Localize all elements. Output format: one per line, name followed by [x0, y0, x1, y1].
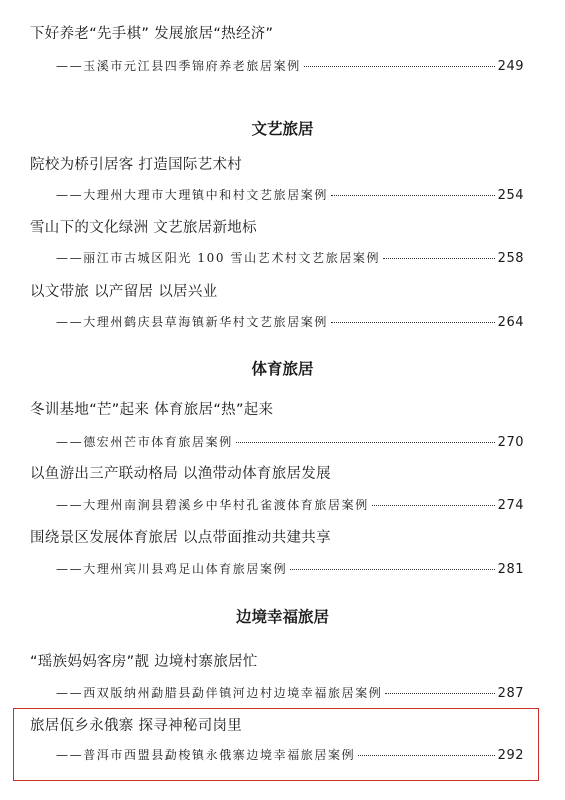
section-heading: 体育旅居: [251, 360, 314, 378]
dot-leader: [383, 258, 495, 259]
toc-entry-title: 以鱼游出三产联动格局 以渔带动体育旅居发展: [30, 466, 331, 482]
toc-entry-subtitle-line: [56, 186, 524, 203]
toc-entry-title: 雪山下的文化绿洲 文艺旅居新地标: [30, 220, 257, 236]
dot-leader: [331, 195, 495, 196]
toc-entry-subtitle: ——大理州宾川县鸡足山体育旅居案例: [56, 562, 288, 576]
section-heading: 文艺旅居: [251, 120, 314, 138]
dot-leader: [385, 693, 494, 694]
toc-entry-title: 旅居佤乡永俄寨 探寻神秘司岗里: [30, 718, 243, 734]
toc-entry-subtitle-line: [56, 746, 524, 763]
dot-leader: [358, 755, 494, 756]
page-number: 258: [497, 251, 524, 266]
toc-entry-subtitle: ——丽江市古城区阳光 100 雪山艺术村文艺旅居案例: [56, 251, 381, 265]
toc-entry-subtitle: ——大理州鹤庆县草海镇新华村文艺旅居案例: [56, 315, 329, 329]
toc-entry-title: “瑶族妈妈客房”靓 边境村寨旅居忙: [30, 654, 258, 670]
toc-entry-subtitle: ——西双版纳州勐腊县勐伴镇河边村边境幸福旅居案例: [56, 686, 383, 700]
page-number: 292: [497, 748, 524, 763]
toc-entry-subtitle: ——玉溪市元江县四季锦府养老旅居案例: [56, 59, 301, 73]
toc-entry-subtitle-line: [56, 313, 524, 330]
page-number: 254: [497, 188, 524, 203]
toc-entry-subtitle-line: [56, 684, 524, 701]
toc-entry-subtitle: ——德宏州芒市体育旅居案例: [56, 435, 233, 449]
toc-entry-title: 围绕景区发展体育旅居 以点带面推动共建共享: [30, 530, 331, 546]
toc-entry-title: 院校为桥引居客 打造国际艺术村: [30, 157, 243, 173]
page-number: 249: [497, 59, 524, 74]
dot-leader: [236, 442, 495, 443]
dot-leader: [304, 66, 495, 67]
page-number: 270: [497, 435, 524, 450]
toc-entry-subtitle-line: [56, 560, 524, 577]
toc-entry-title: 以文带旅 以产留居 以居兴业: [30, 284, 218, 300]
dot-leader: [331, 322, 495, 323]
page-number: 264: [497, 315, 524, 330]
toc-entry-subtitle: ——大理州大理市大理镇中和村文艺旅居案例: [56, 188, 329, 202]
dot-leader: [290, 569, 494, 570]
page-number: 281: [497, 562, 524, 577]
toc-entry-subtitle-line: [56, 249, 524, 266]
toc-entry-subtitle-line: [56, 57, 524, 74]
section-heading: 边境幸福旅居: [235, 608, 329, 626]
toc-entry-subtitle-line: [56, 433, 524, 450]
dot-leader: [372, 505, 495, 506]
toc-entry-title: 冬训基地“芒”起来 体育旅居“热”起来: [30, 402, 274, 418]
toc-entry-subtitle-line: [56, 496, 524, 513]
toc-entry-subtitle: ——普洱市西盟县勐梭镇永俄寨边境幸福旅居案例: [56, 748, 356, 762]
toc-entry-title: 下好养老“先手棋” 发展旅居“热经济”: [30, 26, 274, 42]
page-number: 274: [497, 498, 524, 513]
toc-entry-subtitle: ——大理州南涧县碧溪乡中华村孔雀渡体育旅居案例: [56, 498, 369, 512]
page-number: 287: [497, 686, 524, 701]
